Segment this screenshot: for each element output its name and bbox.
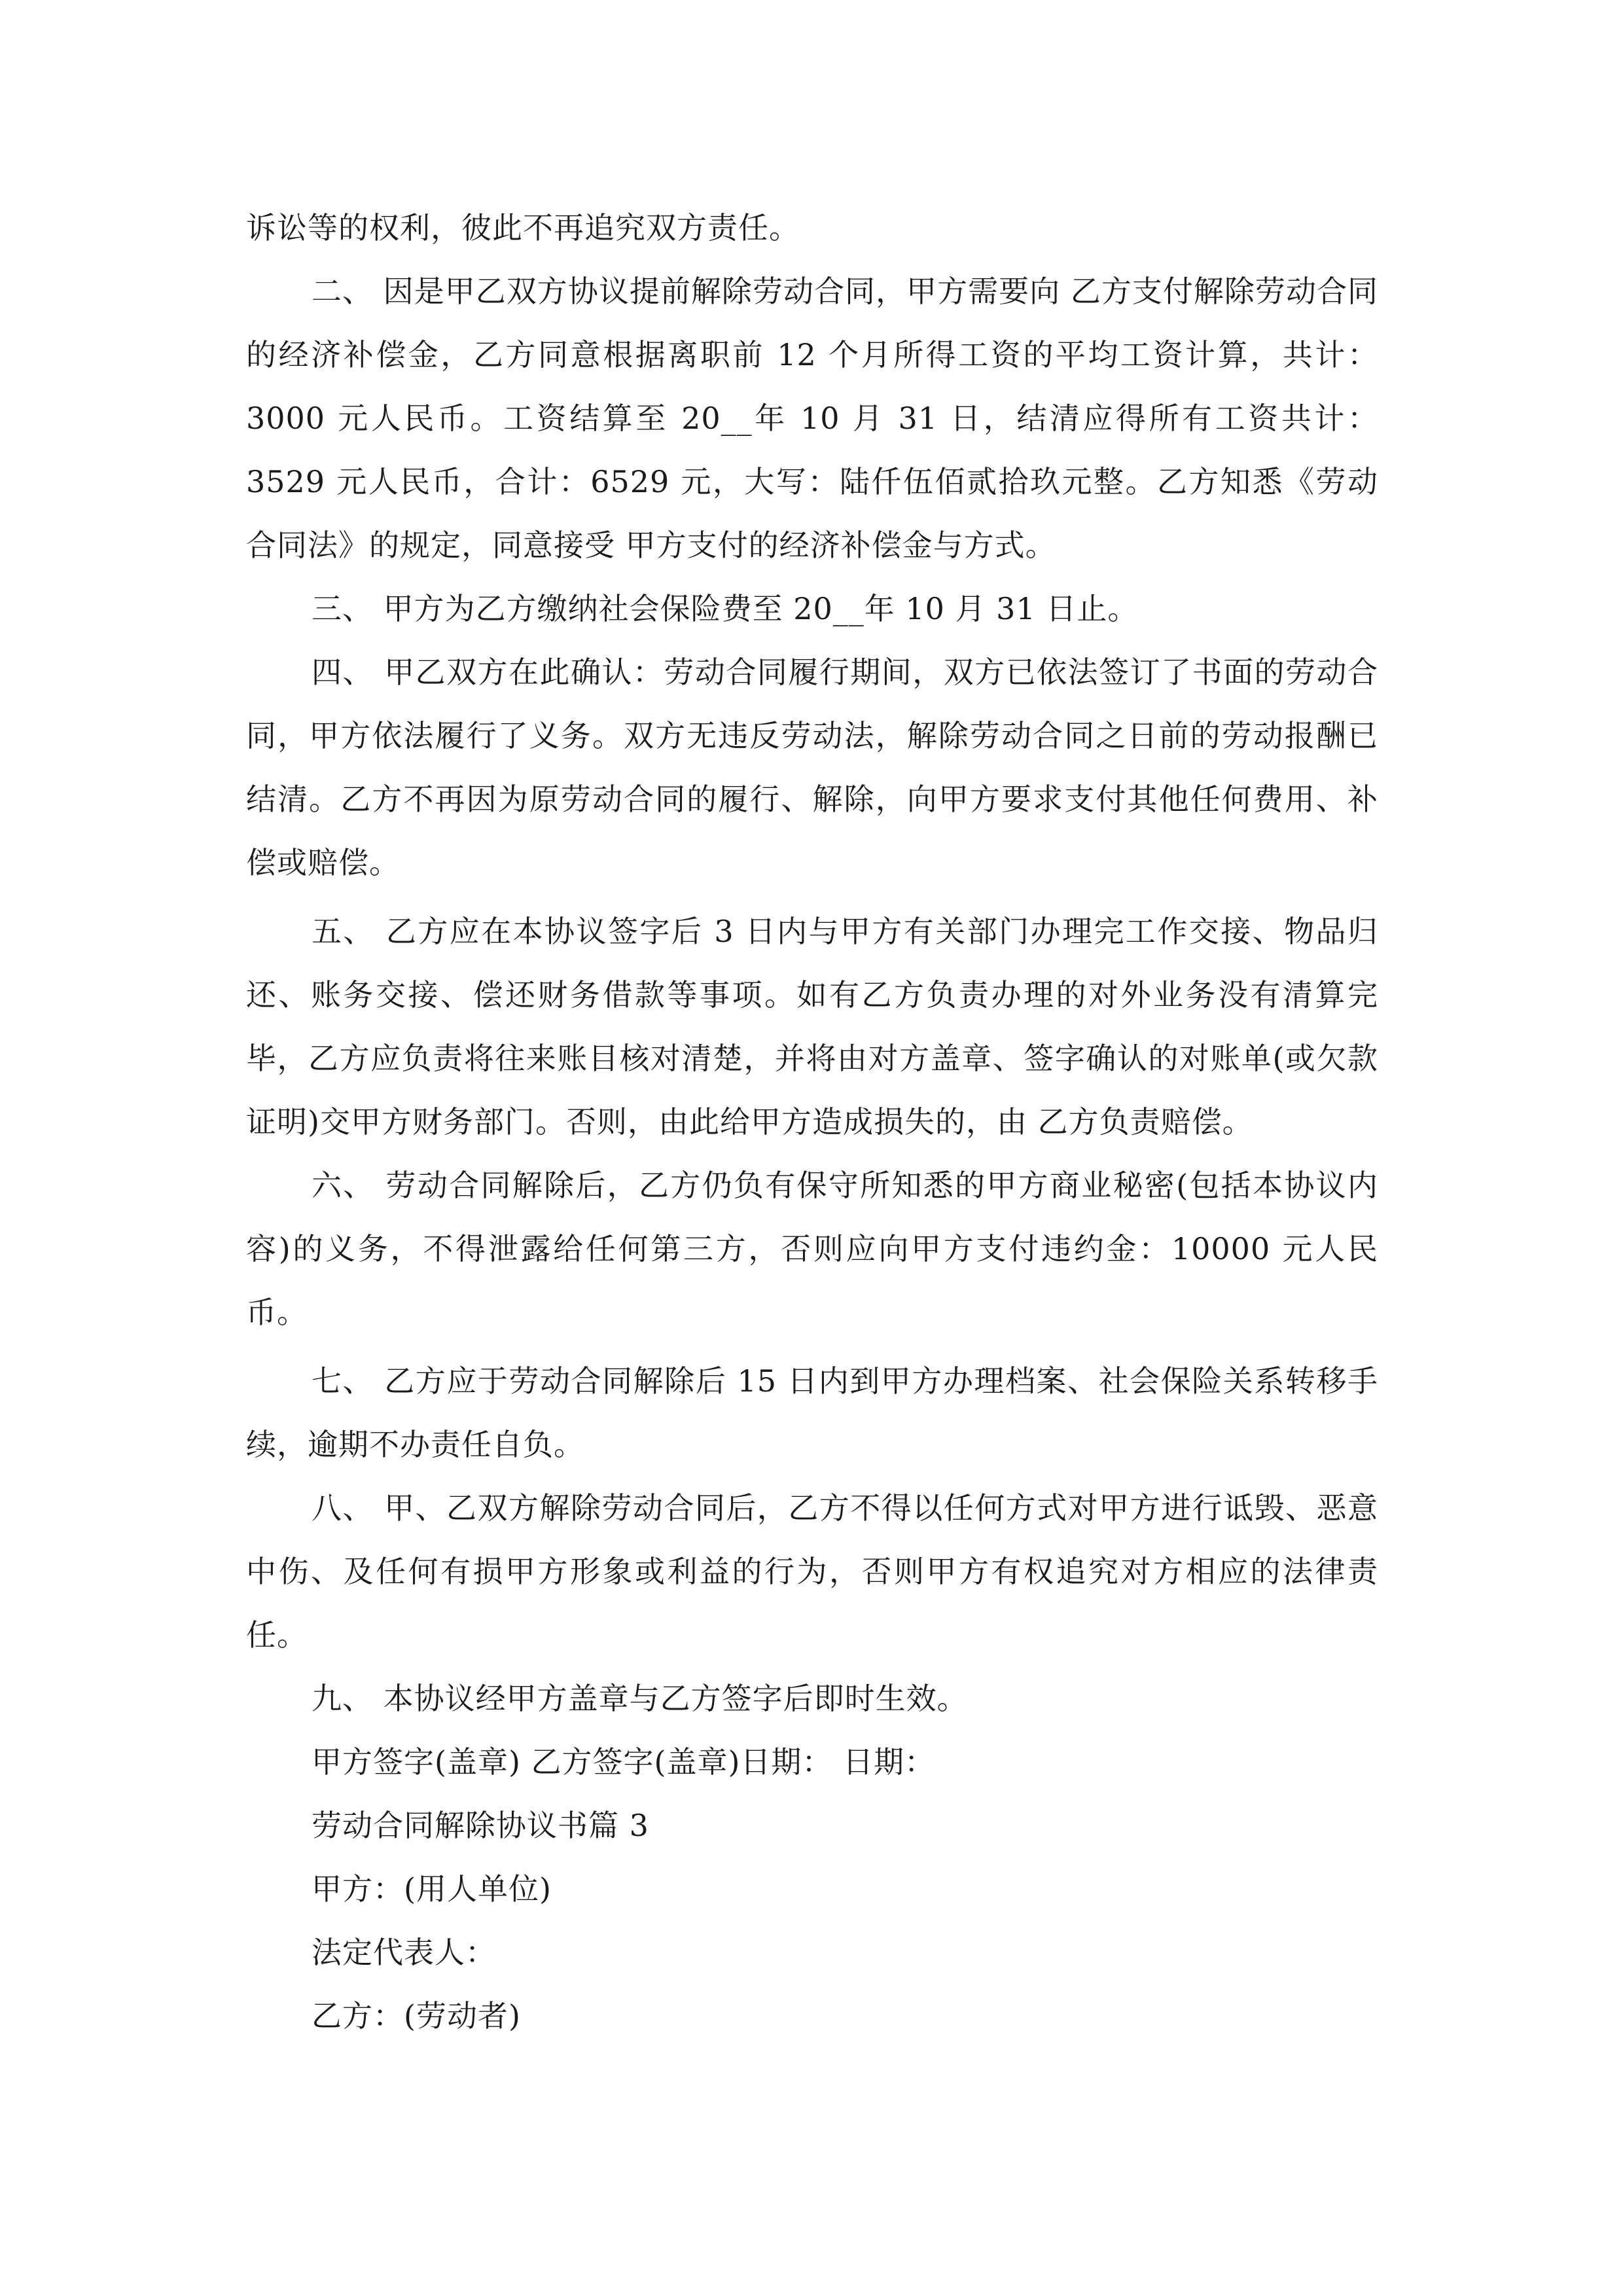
clause-7: 七、 乙方应于劳动合同解除后 15 日内到甲方办理档案、社会保险关系转移手续，逾期不办责任自负。 [246,1363,1378,1462]
clause-3: 三、 甲方为乙方缴纳社会保险费至 20__年 10 月 31 日止。 [312,591,1139,626]
legal-representative-line: 法定代表人： [312,1935,496,1970]
document-body [246,196,1378,2048]
section-title: 劳动合同解除协议书篇 3 [312,1808,649,1843]
clause-5: 五、 乙方应在本协议签字后 3 日内与甲方有关部门办理完工作交接、物品归还、账务交接、偿还财务借款等事项。如有乙方负责办理的对外业务没有清算完毕，乙方应负责将往来账目核对清楚，并将由对方盖章、签字确认的对账单(或欠款证明)交甲方财务部门。否则，由此给甲方造成损失的，由 乙方负责赔偿。 [246,914,1378,1139]
clause-2: 二、 因是甲乙双方协议提前解除劳动合同，甲方需要向 乙方支付解除劳动合同的经济补偿金，乙方同意根据离职前 12 个月所得工资的平均工资计算，共计：3000 元人民币。工资结算至 20__年 10 月 31 日，结清应得所有工资共计：3529 元人民币，合计：6529 元，大写：陆仟伍佰贰拾玖元整。乙方知悉《劳动合同法》的规定，同意接受 甲方支付的经济补偿金与方式。 [246,274,1378,563]
paragraph-continuation: 诉讼等的权利，彼此不再追究双方责任。 [246,210,800,245]
clause-9: 九、 本协议经甲方盖章与乙方签字后即时生效。 [312,1681,968,1716]
signature-line: 甲方签字(盖章) 乙方签字(盖章)日期： 日期： [312,1744,936,1780]
clause-8: 八、 甲、乙双方解除劳动合同后，乙方不得以任何方式对甲方进行诋毁、恶意中伤、及任何有损甲方形象或利益的行为，否则甲方有权追究对方相应的法律责任。 [246,1490,1378,1653]
clause-4: 四、 甲乙双方在此确认：劳动合同履行期间，双方已依法签订了书面的劳动合同，甲方依法履行了义务。双方无违反劳动法，解除劳动合同之日前的劳动报酬已结清。乙方不再因为原劳动合同的履行、解除，向甲方要求支付其他任何费用、补偿或赔偿。 [246,655,1378,880]
party-b-line: 乙方：(劳动者) [312,1998,521,2034]
clause-6: 六、 劳动合同解除后，乙方仍负有保守所知悉的甲方商业秘密(包括本协议内容)的义务，不得泄露给任何第三方，否则应向甲方支付违约金：10000 元人民币。 [246,1168,1378,1330]
party-a-line: 甲方：(用人单位) [312,1871,552,1907]
